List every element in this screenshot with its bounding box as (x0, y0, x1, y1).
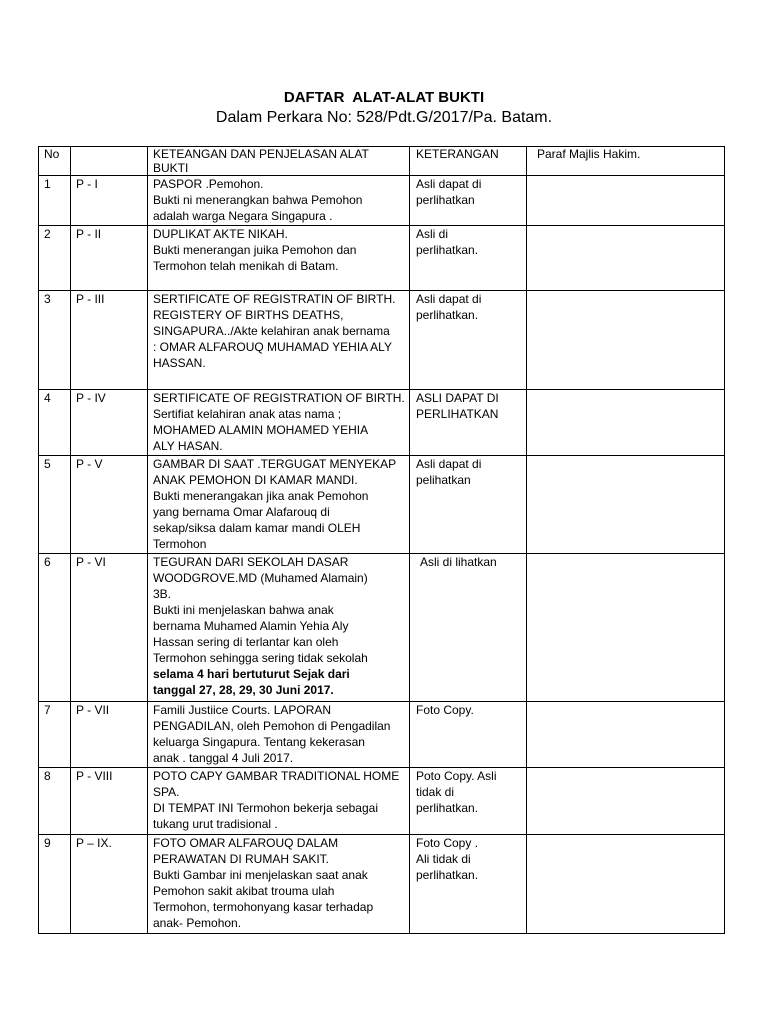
row-code: P - VIII (71, 768, 148, 835)
row-description (148, 291, 410, 390)
keterangan-line: tidak di (416, 785, 455, 799)
description-line: anak . tanggal 4 Juli 2017. (153, 751, 294, 765)
row-paraf (527, 226, 725, 291)
description-line: Termohon, termohonyang kasar terhadap (153, 900, 374, 914)
row-paraf (527, 835, 725, 934)
table-row (39, 456, 725, 554)
description-line: SERTIFICATE OF REGISTRATION OF BIRTH. (153, 391, 405, 405)
keterangan-line: Asli dapat di (416, 292, 482, 306)
row-paraf (527, 291, 725, 390)
description-line: tukang urut tradisional . (153, 817, 278, 831)
keterangan-line: ASLI DAPAT DI (416, 391, 499, 405)
row-code: P - V (71, 456, 148, 554)
description-line: Bukti Gambar ini menjelaskan saat anak (153, 868, 368, 882)
description-line: MOHAMED ALAMIN MOHAMED YEHIA (153, 423, 369, 437)
row-keterangan (410, 176, 527, 226)
keterangan-line: Asli dapat di (416, 177, 482, 191)
description-line: SERTIFICATE OF REGISTRATIN OF BIRTH. (153, 292, 396, 306)
description-line: PERAWATAN DI RUMAH SAKIT. (153, 852, 330, 866)
keterangan-line: Ali tidak di (416, 852, 471, 866)
keterangan-line: perlihatkan. (416, 868, 479, 882)
document-title: DAFTAR ALAT-ALAT BUKTI (283, 89, 485, 106)
row-code: P - III (71, 291, 148, 390)
row-keterangan (410, 390, 527, 456)
row-keterangan (410, 554, 527, 702)
header-keterangan: KETERANGAN (410, 147, 527, 176)
description-line: FOTO OMAR ALFAROUQ DALAM (153, 836, 339, 850)
description-line: Pemohon sakit akibat trouma ulah (153, 884, 335, 898)
description-line: Bukti ini menjelaskan bahwa anak (153, 603, 334, 617)
row-keterangan (410, 835, 527, 934)
row-description (148, 456, 410, 554)
table-row (39, 835, 725, 934)
table-row (39, 554, 725, 702)
description-line: DUPLIKAT AKTE NIKAH. (153, 227, 288, 241)
description-line-bold: tanggal 27, 28, 29, 30 Juni 2017. (153, 683, 334, 697)
description-line: SINGAPURA../Akte kelahiran anak bernama (153, 324, 390, 338)
row-code: P - I (71, 176, 148, 226)
row-number: 4 (39, 390, 71, 456)
keterangan-line: perlihatkan. (416, 308, 479, 322)
document-subtitle: Dalam Perkara No: 528/Pdt.G/2017/Pa. Batam. (215, 109, 553, 126)
row-keterangan (410, 456, 527, 554)
row-number: 2 (39, 226, 71, 291)
row-keterangan (410, 702, 527, 768)
row-paraf (527, 456, 725, 554)
description-line: Sertifiat kelahiran anak atas nama ; (153, 407, 342, 421)
table-row (39, 702, 725, 768)
description-line: ALY HASAN. (153, 439, 223, 453)
description-line: ANAK PEMOHON DI KAMAR MANDI. (153, 473, 358, 487)
keterangan-line: Asli di (416, 227, 449, 241)
keterangan-line: perlihatkan. (416, 243, 479, 257)
row-code: P – IX. (71, 835, 148, 934)
description-line: SPA. (153, 785, 180, 799)
header-code (71, 147, 148, 176)
description-line: Famili Justiice Courts. LAPORAN (153, 703, 332, 717)
description-line: keluarga Singapura. Tentang kekerasan (153, 735, 365, 749)
description-line: : OMAR ALFAROUQ MUHAMAD YEHIA ALY (153, 340, 392, 354)
keterangan-line: Poto Copy. Asli (416, 769, 497, 783)
row-number: 3 (39, 291, 71, 390)
description-line: HASSAN. (153, 356, 206, 370)
header-no: No (39, 147, 71, 176)
description-line: Termohon (153, 537, 207, 551)
description-line: PASPOR .Pemohon. (153, 177, 264, 191)
keterangan-line: perlihatkan (416, 193, 475, 207)
description-line: DI TEMPAT INI Termohon bekerja sebagai (153, 801, 378, 815)
evidence-table (38, 146, 725, 934)
description-line: POTO CAPY GAMBAR TRADITIONAL HOME (153, 769, 400, 783)
table-row (39, 768, 725, 835)
row-description (148, 390, 410, 456)
row-paraf (527, 768, 725, 835)
keterangan-line: pelihatkan (416, 473, 471, 487)
row-keterangan (410, 226, 527, 291)
row-paraf (527, 702, 725, 768)
row-number: 8 (39, 768, 71, 835)
description-line: TEGURAN DARI SEKOLAH DASAR (153, 555, 349, 569)
description-line: bernama Muhamed Alamin Yehia Aly (153, 619, 349, 633)
row-code: P - II (71, 226, 148, 291)
table-row (39, 176, 725, 226)
row-number: 5 (39, 456, 71, 554)
table-row (39, 226, 725, 291)
keterangan-line: PERLIHATKAN (416, 407, 499, 421)
row-paraf (527, 176, 725, 226)
row-keterangan (410, 291, 527, 390)
row-description (148, 554, 410, 702)
description-line-bold: selama 4 hari bertuturut Sejak dari (153, 667, 350, 681)
description-line: sekap/siksa dalam kamar mandi OLEH (153, 521, 361, 535)
description-line: yang bernama Omar Alafarouq di (153, 505, 330, 519)
description-line: Bukti menerangan juika Pemohon dan (153, 243, 357, 257)
table-row (39, 291, 725, 390)
row-paraf (527, 554, 725, 702)
description-line: Bukti menerangakan jika anak Pemohon (153, 489, 369, 503)
row-code: P - VII (71, 702, 148, 768)
row-number: 7 (39, 702, 71, 768)
table-header-row (39, 147, 725, 176)
table-row (39, 390, 725, 456)
row-description (148, 768, 410, 835)
row-code: P - VI (71, 554, 148, 702)
keterangan-line: Foto Copy . (416, 836, 479, 850)
description-line: adalah warga Negara Singapura . (153, 209, 333, 223)
description-line: PENGADILAN, oleh Pemohon di Pengadilan (153, 719, 391, 733)
row-description (148, 176, 410, 226)
description-line: 3B. (153, 587, 172, 601)
keterangan-line: Asli di lihatkan (420, 555, 497, 569)
row-number: 1 (39, 176, 71, 226)
row-code: P - IV (71, 390, 148, 456)
keterangan-line: Foto Copy. (416, 703, 474, 717)
description-line: Termohon telah menikah di Batam. (153, 259, 339, 273)
description-line: Termohon sehingga sering tidak sekolah (153, 651, 368, 665)
row-number: 6 (39, 554, 71, 702)
row-description (148, 835, 410, 934)
row-paraf (527, 390, 725, 456)
description-line: Bukti ni menerangkan bahwa Pemohon (153, 193, 363, 207)
description-line: GAMBAR DI SAAT .TERGUGAT MENYEKAP (153, 457, 397, 471)
row-keterangan (410, 768, 527, 835)
keterangan-line: perlihatkan. (416, 801, 479, 815)
row-description (148, 702, 410, 768)
description-line: anak- Pemohon. (153, 916, 242, 930)
row-description (148, 226, 410, 291)
row-number: 9 (39, 835, 71, 934)
header-description: KETEANGAN DAN PENJELASAN ALAT BUKTI (148, 147, 410, 176)
description-line: WOODGROVE.MD (Muhamed Alamain) (153, 571, 368, 585)
description-line: REGISTERY OF BIRTHS DEATHS, (153, 308, 344, 322)
keterangan-line: Asli dapat di (416, 457, 482, 471)
description-line: Hassan sering di terlantar kan oleh (153, 635, 339, 649)
header-paraf: Paraf Majlis Hakim. (527, 147, 725, 176)
